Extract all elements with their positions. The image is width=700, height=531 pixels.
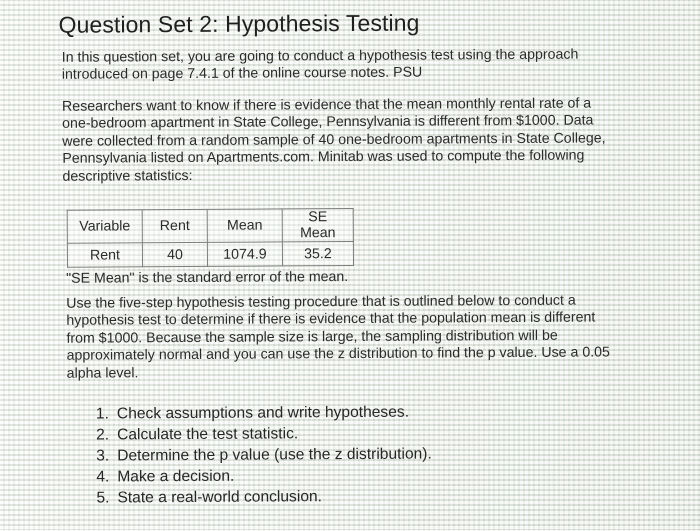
step-text: Make a decision. [117,467,235,486]
descriptive-statistics-table [67,208,354,268]
instruction-line: hypothesis test to determine if there is evidence that the population mean is different [66,309,596,330]
se-note: "SE Mean" is the standard error of the mean. [66,269,349,287]
instruction-line: from $1000. Because the sample size is large, the sampling distribution will be [66,327,558,347]
list-item [96,486,432,509]
step-number: 1. [95,405,109,423]
step-text: State a real-world conclusion. [117,488,323,507]
research-line: were collected from a random sample of 40 one-bedroom apartments in State College, [62,130,606,150]
list-item [96,465,432,488]
step-text: Determine the p value (use the z distribution). [117,445,432,465]
list-item [96,444,432,467]
table-cell: 35.2 [282,241,353,265]
table-cell: 40 [142,242,207,266]
step-number: 5. [96,489,110,507]
column-header-mean: Mean [207,209,282,242]
table-cell: Rent [67,243,142,267]
step-text: Calculate the test statistic. [116,425,299,444]
column-header-rent: Rent [142,209,207,242]
instruction-paragraph [66,292,667,383]
instruction-line: approximately normal and you can use the z distribution to find the p value. Use a 0.05 [66,344,610,364]
research-line: Researchers want to know if there is evidence that the mean monthly rental rate of a [61,95,592,115]
column-header-se-mean: SE Mean [282,208,353,241]
intro-paragraph [62,46,672,85]
instruction-line: Use the five-step hypothesis testing procedure that is outlined below to conduct a [66,292,576,312]
step-number: 2. [95,426,110,444]
table-row [67,241,353,267]
step-text: Check assumptions and write hypotheses. [116,403,410,423]
steps-list [96,402,432,509]
research-line: one-bedroom apartment in State College, Pennsylvania is different from $1000. Data [62,112,594,133]
column-header-variable: Variable [67,210,142,243]
intro-line: In this question set, you are going to conduct a hypothesis test using the approach [61,46,579,66]
step-number: 4. [96,468,110,486]
step-number: 3. [96,447,110,465]
research-line: Pennsylvania listed on Apartments.com. Minitab was used to compute the following [62,147,585,167]
research-paragraph [62,95,673,186]
table-cell: 1074.9 [207,242,282,266]
table-header-row [67,208,353,243]
instruction-line: alpha level. [66,364,139,382]
list-item [96,423,432,446]
list-item [96,402,432,425]
intro-line: introduced on page 7.4.1 of the online course notes. PSU [61,64,423,84]
page-title: Question Set 2: Hypothesis Testing [58,9,420,38]
research-line: descriptive statistics: [62,167,193,185]
